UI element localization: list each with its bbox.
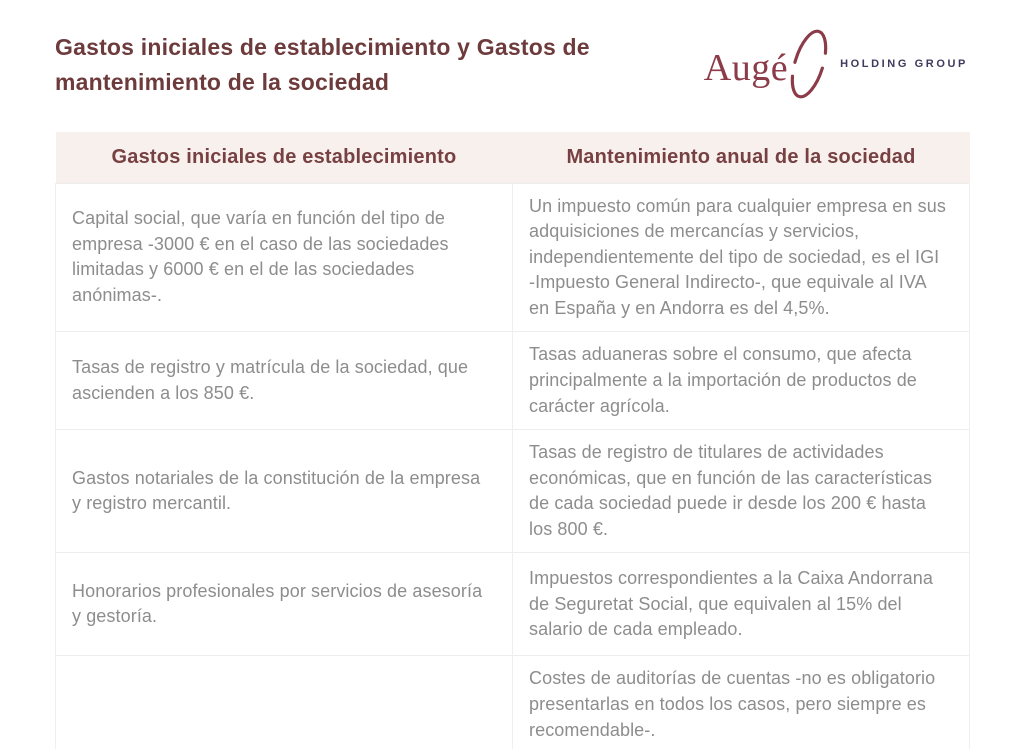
logo-suffix: HOLDING GROUP: [840, 58, 968, 70]
table-row: [56, 553, 970, 656]
table-cell: Capital social, que varía en función del tipo de empresa -3000 € en el caso de las sociedades limitadas y 6000 € en el de las sociedades anónimas-.: [56, 183, 513, 332]
table-row: [56, 656, 970, 749]
table-cell: Costes de auditorías de cuentas -no es obligatorio presentarlas en todos los casos, pero siempre es recomendable-.: [513, 656, 970, 749]
logo-wordmark: Augé: [703, 47, 789, 89]
table-row: [56, 183, 970, 332]
table-cell-empty: [56, 656, 513, 749]
column-header-annual-maintenance: Mantenimiento anual de la sociedad: [513, 132, 970, 183]
brand-logo: [704, 20, 970, 108]
table-row: [56, 332, 970, 430]
table-cell: Tasas de registro de titulares de actividades económicas, que en función de las características de cada sociedad puede ir desde los 200 € hasta los 800 €.: [513, 430, 970, 553]
logo-ellipse-icon: [784, 20, 834, 108]
column-header-initial-expenses: Gastos iniciales de establecimiento: [56, 132, 513, 183]
table-header-row: [56, 132, 970, 183]
table-cell: Honorarios profesionales por servicios de asesoría y gestoría.: [56, 553, 513, 656]
page-header: [55, 26, 970, 108]
table-cell: Gastos notariales de la constitución de la empresa y registro mercantil.: [56, 430, 513, 553]
expenses-table: [55, 132, 970, 749]
table-cell: Impuestos correspondientes a la Caixa Andorrana de Seguretat Social, que equivalen al 15% del salario de cada empleado.: [513, 553, 970, 656]
table-cell: Un impuesto común para cualquier empresa en sus adquisiciones de mercancías y servicios, independientemente del tipo de sociedad, es el IGI -Impuesto General Indirecto-, que equivale al IVA en España y en Andorra es del 4,5%.: [513, 183, 970, 332]
table-cell: Tasas aduaneras sobre el consumo, que afecta principalmente a la importación de productos de carácter agrícola.: [513, 332, 970, 430]
table-row: [56, 430, 970, 553]
table-cell: Tasas de registro y matrícula de la sociedad, que ascienden a los 850 €.: [56, 332, 513, 430]
page-title: Gastos iniciales de establecimiento y Gastos de mantenimiento de la sociedad: [55, 34, 590, 95]
